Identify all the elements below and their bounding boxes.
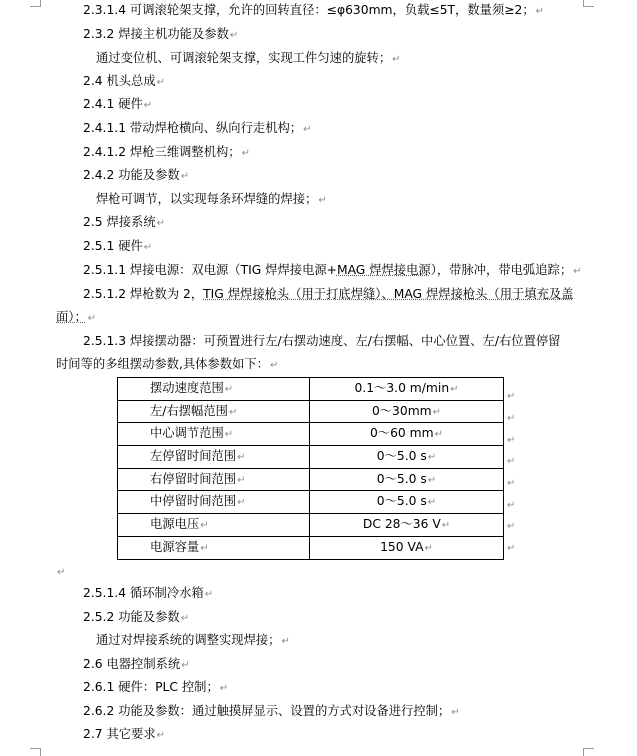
paragraph-mark: ↵ xyxy=(143,242,153,253)
heading-text: 2.7 其它要求 xyxy=(83,727,156,741)
paragraph-text: 时间等的多组摆动参数,具体参数如下： xyxy=(56,357,269,371)
table-row xyxy=(118,468,504,491)
parameter-table xyxy=(117,377,504,560)
heading xyxy=(83,609,189,627)
paragraph-mark: ↵ xyxy=(204,589,214,600)
paragraph-mark: ↵ xyxy=(156,77,166,88)
paragraph-mark: ↵ xyxy=(181,660,190,671)
heading-text: 2.5.1 硬件 xyxy=(83,239,143,253)
paragraph-mark: ↵ xyxy=(535,6,545,17)
empty-paragraph xyxy=(56,563,65,581)
table-row xyxy=(118,536,504,559)
paragraph-mark: ↵ xyxy=(156,218,166,229)
underlined-text: MAG 焊焊接电源 xyxy=(336,263,431,277)
table-cell: 150 VA↵ xyxy=(310,536,504,559)
paragraph xyxy=(96,632,290,650)
table-cell: 电源电压↵ xyxy=(118,514,310,537)
heading xyxy=(83,238,152,256)
heading xyxy=(83,726,165,744)
paragraph-text: 通过对焊接系统的调整实现焊接； xyxy=(96,633,281,647)
paragraph-continuation xyxy=(56,309,96,327)
row-end-mark: ↵ xyxy=(507,500,516,511)
table-row xyxy=(118,446,504,469)
table-cell: 0～5.0 s↵ xyxy=(310,446,504,469)
heading-text: 2.5 焊接系统 xyxy=(83,215,156,229)
paragraph xyxy=(83,120,311,138)
table-row xyxy=(118,400,504,423)
heading-text: 2.3.2 焊接主机功能及参数 xyxy=(83,27,229,41)
paragraph-mark: ↵ xyxy=(219,683,229,694)
row-end-mark: ↵ xyxy=(507,435,516,446)
heading-text: 2.4.1 硬件 xyxy=(83,97,143,111)
paragraph xyxy=(83,2,544,20)
paragraph-mark: ↵ xyxy=(573,266,582,277)
paragraph-mark: ↵ xyxy=(269,360,279,371)
paragraph-continuation xyxy=(56,356,278,374)
paragraph-mark: ↵ xyxy=(180,613,190,624)
paragraph-text: 2.4.1.1 带动焊枪横向、纵向行走机构； xyxy=(83,121,303,135)
paragraph-text: 2.4.1.2 焊枪三维调整机构； xyxy=(83,145,241,159)
paragraph-text: 2.6.2 功能及参数：通过触摸屏显示、设置的方式对设备进行控制； xyxy=(83,704,451,718)
paragraph-text: ），带脉冲，带电弧追踪； xyxy=(430,263,573,277)
table-cell: 中心调节范围↵ xyxy=(118,423,310,446)
paragraph-text: 焊枪可调节，以实现每条环焊缝的焊接； xyxy=(96,192,318,206)
paragraph xyxy=(83,679,228,697)
row-end-mark: ↵ xyxy=(507,391,516,402)
row-end-mark: ↵ xyxy=(507,478,516,489)
paragraph-mark: ↵ xyxy=(156,730,166,741)
paragraph xyxy=(83,144,250,162)
heading xyxy=(83,73,165,91)
paragraph-mark: ↵ xyxy=(318,195,327,206)
heading xyxy=(83,96,152,114)
crop-mark-bottom-right-h xyxy=(583,748,594,749)
heading-text: 2.4.2 功能及参数 xyxy=(83,168,180,182)
underlined-text: TIG 焊焊接枪头（用于打底焊缝）、MAG 焊焊接枪头（用于填充及盖 xyxy=(203,287,574,301)
table-cell: DC 28～36 V↵ xyxy=(310,514,504,537)
paragraph-mark: ↵ xyxy=(57,567,66,578)
table-cell: 左/右摆幅范围↵ xyxy=(118,400,310,423)
row-end-mark: ↵ xyxy=(507,456,516,467)
table-cell: 0.1～3.0 m/min↵ xyxy=(310,378,504,401)
table-cell: 0～60 mm↵ xyxy=(310,423,504,446)
paragraph-text: 2.3.1.4 可调滚轮架支撑，允许的回转直径：≤φ630mm，负载≤5T，数量须≥2； xyxy=(83,3,535,17)
heading xyxy=(83,167,189,185)
crop-mark-bottom-left xyxy=(40,748,41,756)
crop-mark-top-left-h xyxy=(30,6,41,7)
paragraph xyxy=(83,333,560,349)
paragraph-text: 2.5.1.2 焊枪数为 2， xyxy=(83,287,204,301)
paragraph-text: 2.5.1.4 循环制冷水箱 xyxy=(83,586,204,600)
table-row xyxy=(118,378,504,401)
row-end-mark: ↵ xyxy=(507,413,516,424)
table-cell: 中停留时间范围↵ xyxy=(118,491,310,514)
paragraph-mark: ↵ xyxy=(229,30,239,41)
paragraph-mark: ↵ xyxy=(303,124,312,135)
paragraph-text: 通过变位机、可调滚轮架支撑，实现工件匀速的旋转； xyxy=(96,51,392,65)
table-cell: 0～5.0 s↵ xyxy=(310,468,504,491)
table-cell: 右停留时间范围↵ xyxy=(118,468,310,491)
crop-mark-top-right-h xyxy=(583,6,594,7)
table-cell: 摆动速度范围↵ xyxy=(118,378,310,401)
row-end-mark: ↵ xyxy=(507,521,516,532)
paragraph xyxy=(83,286,574,302)
paragraph-mark: ↵ xyxy=(451,707,460,718)
table-cell: 0～30mm↵ xyxy=(310,400,504,423)
paragraph-mark: ↵ xyxy=(87,313,97,324)
crop-mark-bottom-left-h xyxy=(30,748,41,749)
paragraph-text: 2.5.1.3 焊接摆动器：可预置进行左/右摆动速度、左/右摆幅、中心位置、左/右位置停留 xyxy=(83,334,561,348)
paragraph xyxy=(83,262,582,280)
heading xyxy=(83,656,190,674)
paragraph xyxy=(83,703,460,721)
row-end-mark: ↵ xyxy=(507,543,516,554)
heading xyxy=(83,26,238,44)
heading xyxy=(83,214,165,232)
table-row xyxy=(118,514,504,537)
table-cell: 左停留时间范围↵ xyxy=(118,446,310,469)
paragraph-mark: ↵ xyxy=(241,148,250,159)
paragraph-text: 2.6.1 硬件：PLC 控制； xyxy=(83,680,219,694)
paragraph-mark: ↵ xyxy=(180,171,190,182)
heading-text: 2.4 机头总成 xyxy=(83,74,156,88)
paragraph xyxy=(96,50,401,68)
paragraph xyxy=(96,191,327,209)
paragraph-text: 2.5.1.1 焊接电源：双电源（TIG 焊焊接电源+ xyxy=(83,263,337,277)
paragraph-mark: ↵ xyxy=(143,100,153,111)
table-cell: 0～5.0 s↵ xyxy=(310,491,504,514)
heading-text: 2.6 电器控制系统 xyxy=(83,657,181,671)
table-row xyxy=(118,491,504,514)
table-cell: 电源容量↵ xyxy=(118,536,310,559)
table-row xyxy=(118,423,504,446)
paragraph-mark: ↵ xyxy=(281,636,290,647)
paragraph-mark: ↵ xyxy=(392,54,401,65)
paragraph xyxy=(83,585,213,603)
underlined-text: 面）； xyxy=(56,310,87,324)
crop-mark-bottom-right xyxy=(583,748,584,756)
heading-text: 2.5.2 功能及参数 xyxy=(83,610,180,624)
